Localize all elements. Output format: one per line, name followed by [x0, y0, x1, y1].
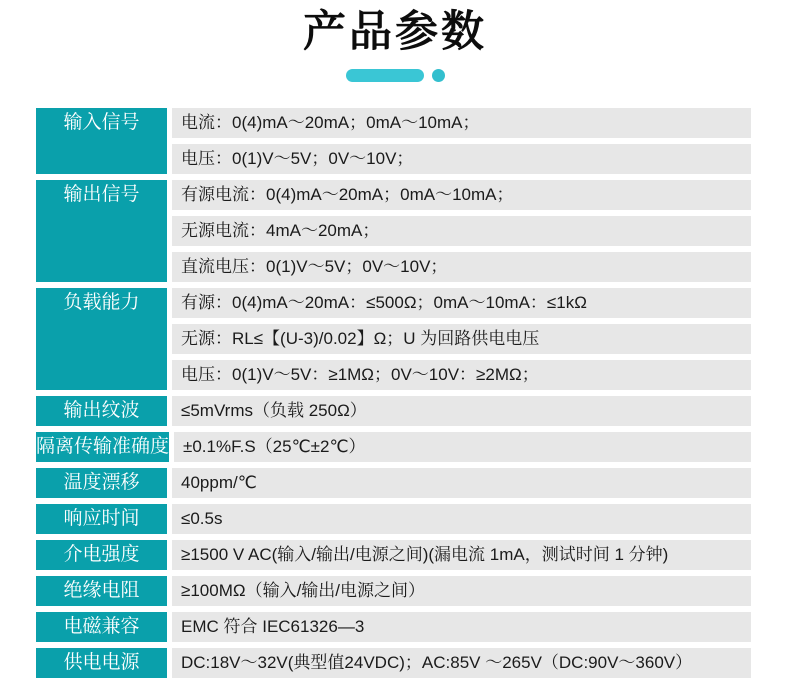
spec-value-cell: ≤0.5s — [172, 504, 751, 534]
spec-value-cell: 有源：0(4)mA～20mA：≤500Ω；0mA～10mA：≤1kΩ — [172, 288, 751, 318]
spec-group-power-supply — [36, 648, 751, 678]
spec-group-label: 响应时间 — [36, 504, 167, 534]
spec-group-response-time — [36, 504, 751, 534]
spec-group-temperature-drift — [36, 468, 751, 498]
spec-value-cell: ≥100MΩ（输入/输出/电源之间） — [172, 576, 751, 606]
spec-group-load-capacity — [36, 288, 751, 390]
spec-group-label: 电磁兼容 — [36, 612, 167, 642]
title-underline-bar — [346, 69, 424, 82]
spec-group-emc — [36, 612, 751, 642]
spec-value-cell: 40ppm/℃ — [172, 468, 751, 498]
spec-group-rows — [172, 288, 751, 390]
spec-group-label: 输出信号 — [36, 180, 167, 282]
spec-group-rows — [172, 540, 751, 570]
spec-group-label: 绝缘电阻 — [36, 576, 167, 606]
spec-group-label: 隔离传输准确度 — [36, 432, 169, 462]
spec-group-rows — [174, 432, 751, 462]
spec-group-rows — [172, 576, 751, 606]
spec-group-isolation-accuracy — [36, 432, 751, 462]
spec-group-output-signal — [36, 180, 751, 282]
spec-value-cell: ≥1500 V AC(输入/输出/电源之间)(漏电流 1mA，测试时间 1 分钟) — [172, 540, 751, 570]
spec-value-cell: EMC 符合 IEC61326—3 — [172, 612, 751, 642]
spec-group-label: 温度漂移 — [36, 468, 167, 498]
title-underline — [0, 68, 790, 82]
page-title: 产品参数 — [303, 8, 487, 56]
spec-group-insulation-resistance — [36, 576, 751, 606]
spec-table — [36, 108, 751, 678]
spec-group-rows — [172, 108, 751, 174]
spec-value-cell: 有源电流：0(4)mA～20mA；0mA～10mA； — [172, 180, 751, 210]
spec-value-cell: 电压：0(1)V～5V：≥1MΩ；0V～10V：≥2MΩ； — [172, 360, 751, 390]
spec-value-cell: 无源：RL≤【(U-3)/0.02】Ω；U 为回路供电电压 — [172, 324, 751, 354]
spec-group-label: 输出纹波 — [36, 396, 167, 426]
spec-value-cell: 电压：0(1)V～5V；0V～10V； — [172, 144, 751, 174]
spec-group-rows — [172, 504, 751, 534]
spec-value-cell: ±0.1%F.S（25℃±2℃） — [174, 432, 751, 462]
spec-value-cell: 直流电压：0(1)V～5V；0V～10V； — [172, 252, 751, 282]
spec-group-rows — [172, 180, 751, 282]
spec-value-cell: ≤5mVrms（负载 250Ω） — [172, 396, 751, 426]
spec-value-cell: 无源电流：4mA～20mA； — [172, 216, 751, 246]
title-underline-dot — [432, 69, 445, 82]
spec-group-label: 介电强度 — [36, 540, 167, 570]
spec-group-rows — [172, 468, 751, 498]
spec-group-rows — [172, 396, 751, 426]
spec-group-output-ripple — [36, 396, 751, 426]
spec-group-label: 负载能力 — [36, 288, 167, 390]
spec-group-dielectric-strength — [36, 540, 751, 570]
spec-value-cell: DC:18V～32V(典型值24VDC)；AC:85V ～265V（DC:90V～360V） — [172, 648, 751, 678]
spec-value-cell: 电流：0(4)mA～20mA；0mA～10mA； — [172, 108, 751, 138]
spec-group-rows — [172, 612, 751, 642]
spec-group-label: 输入信号 — [36, 108, 167, 174]
spec-group-label: 供电电源 — [36, 648, 167, 678]
page-header — [0, 0, 790, 108]
spec-group-rows — [172, 648, 751, 678]
spec-group-input-signal — [36, 108, 751, 174]
